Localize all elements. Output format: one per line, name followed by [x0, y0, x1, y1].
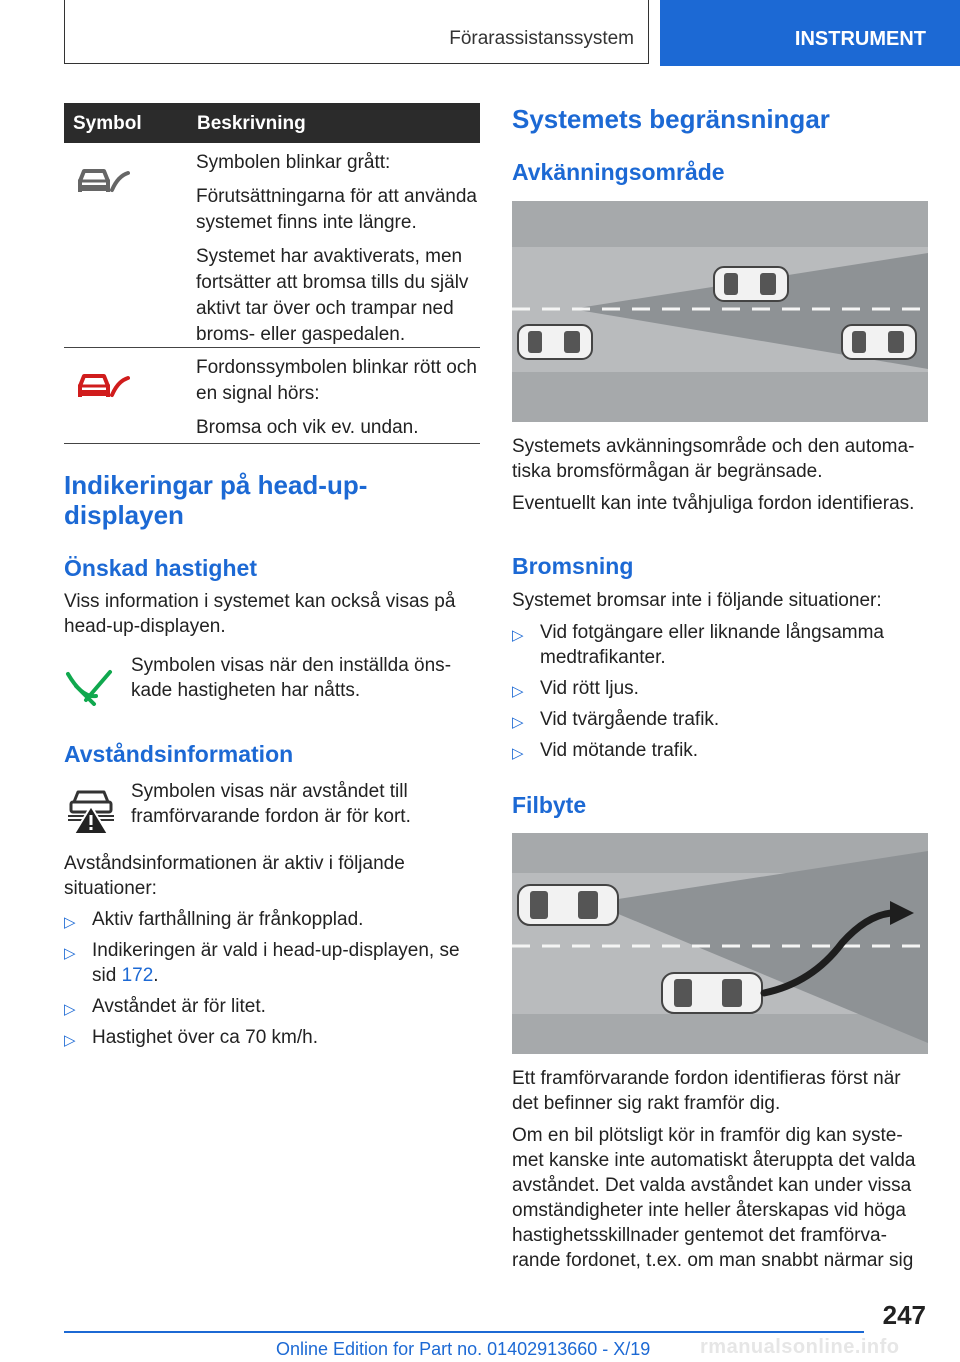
list-item	[512, 676, 926, 701]
table-row-2-para-2: Bromsa och vik ev. undan.	[196, 417, 419, 438]
list-item-text: Vid mötande trafik.	[540, 740, 699, 761]
table-row-1-para-3: Systemet har avaktiverats, men fortsätter att bromsa tills du själv aktivt tar över och trampar ned broms- eller gaspedalen.	[196, 246, 469, 345]
list-item	[64, 994, 478, 1019]
bullet-icon: ▷	[512, 627, 524, 644]
detection-range-para-1: Systemets avkänningsområde och den automatiska bromsförmågan är begränsade.	[512, 436, 915, 482]
desired-speed-text: Viss information i systemet kan också visas på head-up-displayen.	[64, 591, 456, 637]
detection-range-para-2: Eventuellt kan inte tvåhjuliga fordon identifieras.	[512, 493, 915, 514]
table-row-1-para-2: Förutsättningarna för att använda systemet finns inte längre.	[196, 186, 477, 233]
footer-rule	[64, 1331, 864, 1333]
heading-system-limits: Systemets begränsningar	[512, 104, 830, 134]
list-item	[64, 1025, 478, 1050]
table-row-1-desc	[196, 150, 478, 356]
list-item-text: Aktiv farthållning är frånkopplad.	[92, 909, 364, 930]
distance-note: Symbolen visas när avståndet till framförvarande fordon är för kort.	[131, 781, 411, 827]
detection-range-text	[512, 434, 926, 516]
list-item	[512, 620, 926, 670]
table-col-description: Beskrivning	[197, 113, 306, 134]
car-icon	[518, 325, 592, 359]
car-icon	[662, 973, 762, 1013]
bullet-icon: ▷	[64, 945, 76, 962]
page-number: 247	[882, 1300, 926, 1330]
list-item	[64, 938, 478, 988]
lane-change-para-2: Om en bil plötsligt kör in framför dig kan systemet kanske inte automatiskt återuppta det valda avståndet. Det valda avståndet kan under vissa omständigheter inte heller återskapas vid höga hastighetsskillnader gentemot det framförvarande fordonet, t.ex. om man snabbt närmar sig	[512, 1125, 916, 1271]
heading-head-up-display: Indikeringar på head-up-displayen	[64, 470, 368, 530]
table-row-2-desc	[196, 355, 478, 449]
bullet-icon: ▷	[512, 683, 524, 700]
bullet-icon: ▷	[512, 745, 524, 762]
footer-edition: Online Edition for Part no. 01402913660 - X/19	[276, 1339, 651, 1359]
subheading-detection-range: Avkänningsområde	[512, 159, 725, 185]
table-row-1-para-1: Symbolen blinkar grått:	[196, 152, 391, 173]
list-item-text: Vid fotgängare eller liknande långsamma medtrafikanter.	[540, 622, 884, 668]
subheading-lane-change: Filbyte	[512, 792, 587, 818]
distance-bullet-list	[64, 907, 478, 1050]
lane-change-text	[512, 1066, 926, 1273]
header-tab-label: INSTRUMENT	[794, 28, 926, 50]
bullet-icon: ▷	[64, 1001, 76, 1018]
distance-warning-icon	[66, 786, 116, 836]
list-item	[64, 907, 478, 932]
subheading-desired-speed: Önskad hastighet	[64, 555, 257, 581]
speed-note: Symbolen visas när den inställda önskade hastigheten har nåtts.	[131, 655, 452, 701]
braking-bullet-list	[512, 620, 926, 763]
car-icon	[714, 267, 788, 301]
footer-watermark: rmanualsonline.info	[700, 1336, 900, 1358]
bullet-icon: ▷	[64, 1032, 76, 1049]
header-section-title: Förarassistanssystem	[449, 28, 634, 49]
subheading-distance-info: Avståndsinformation	[64, 741, 294, 767]
list-item-text: Vid tvärgående trafik.	[540, 709, 720, 730]
braking-intro: Systemet bromsar inte i följande situationer:	[512, 590, 882, 611]
distance-paragraph: Avståndsinformationen är aktiv i följande situationer:	[64, 853, 405, 899]
bullet-icon: ▷	[512, 714, 524, 731]
table-col-symbol: Symbol	[73, 113, 142, 134]
list-item	[512, 738, 926, 763]
list-item-text: Vid rött ljus.	[540, 678, 639, 699]
table-bottom-rule	[64, 443, 480, 444]
table-row-2-para-1: Fordonssymbolen blinkar rött och en signal hörs:	[196, 357, 477, 404]
list-item	[512, 707, 926, 732]
page-link[interactable]: 172	[121, 965, 154, 986]
list-item-text: Indikeringen är vald i head-up-displayen, se sid	[92, 940, 460, 986]
lane-change-para-1: Ett framförvarande fordon identifieras först när det befinner sig rakt framför dig.	[512, 1068, 901, 1114]
list-item-text: Hastighet över ca 70 km/h.	[92, 1027, 318, 1048]
detection-range-illustration	[512, 201, 928, 422]
car-warning-grey-icon	[74, 162, 130, 200]
lane-change-illustration	[512, 833, 928, 1054]
car-icon	[518, 885, 618, 925]
car-icon	[842, 325, 916, 359]
subheading-braking: Bromsning	[512, 553, 634, 579]
bullet-icon: ▷	[64, 914, 76, 931]
table-divider	[64, 347, 480, 348]
list-item-text: Avståndet är för litet.	[92, 996, 266, 1017]
car-warning-red-icon	[74, 367, 130, 405]
speed-needle-icon	[64, 660, 114, 706]
list-item-text-end: .	[153, 965, 159, 986]
